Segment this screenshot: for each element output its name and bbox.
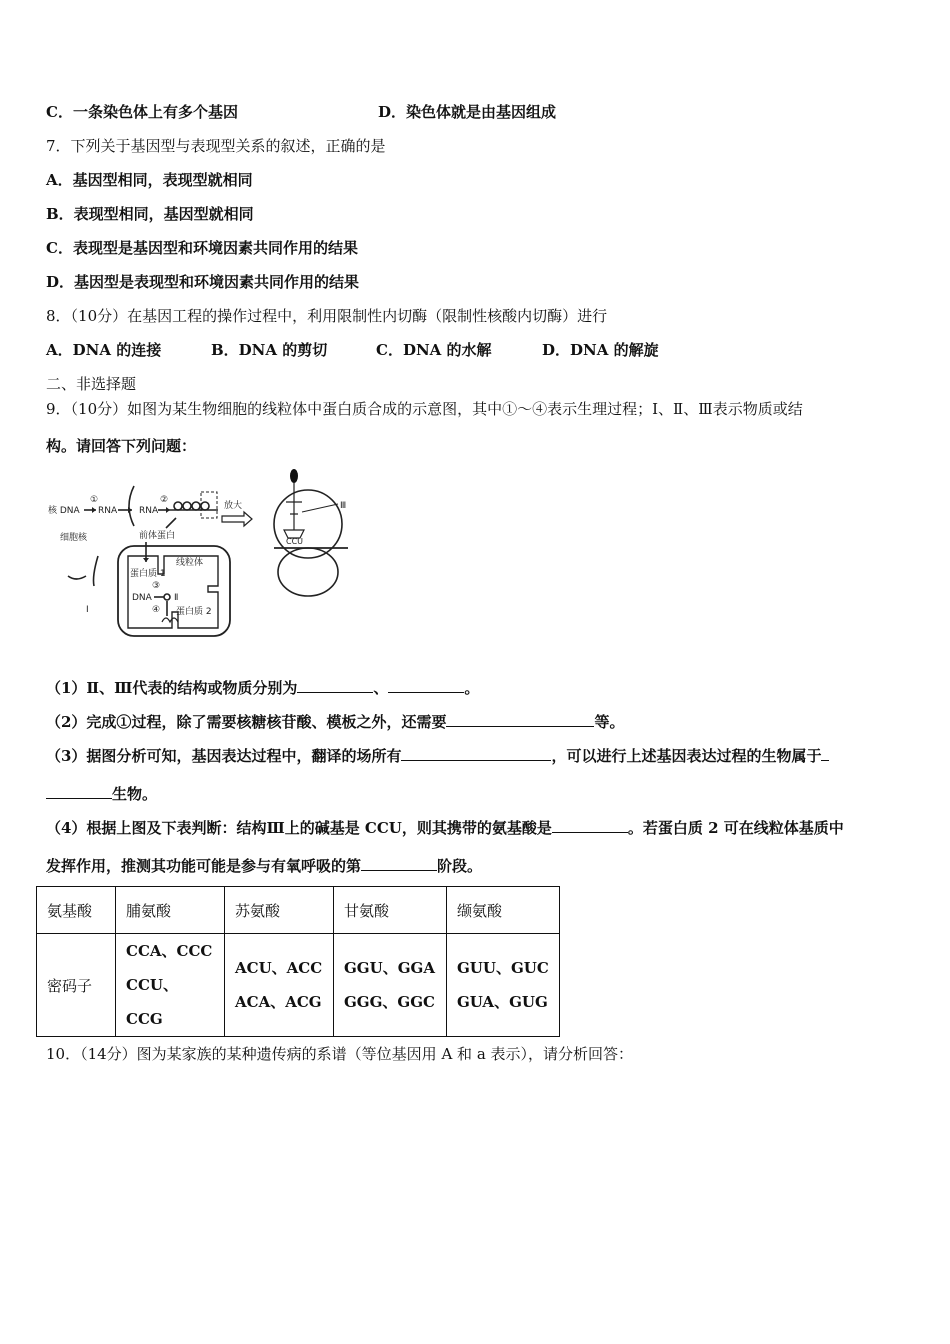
fig-protein2-label: 蛋白质 2 [176,607,212,617]
fig-step-2: ② [160,495,169,505]
fig-precursor-label: 前体蛋白 [139,531,176,541]
fig-label-I: Ⅰ [86,605,89,615]
fig-enlarge-label: 放大 [224,501,243,511]
fig-nuclear-dna-label: 核 DNA [48,506,80,516]
table-cell: CCA、CCC CCU、CCG [116,934,225,1037]
answer-blank[interactable] [388,678,464,693]
answer-blank[interactable] [821,746,829,761]
q6-option-c: C．一条染色体上有多个基因 [46,103,238,121]
fig-mito-label: 线粒体 [176,558,204,568]
table-row [37,934,560,1037]
table-header-cell: 甘氨酸 [334,887,447,934]
fig-label-III: Ⅲ [340,501,347,511]
q9-sub2: （2）完成①过程，除了需要核糖核苷酸、模板之外，还需要 等。 [46,713,625,731]
answer-blank[interactable] [297,678,373,693]
table-header-cell: 脯氨酸 [116,887,225,934]
fig-mito-dna-label: DNA [132,593,152,603]
table-cell: GGU、GGA GGG、GGC [334,934,447,1037]
table-header-cell: 缬氨酸 [447,887,560,934]
fig-ccu-label: CCU [286,537,304,546]
table-row-label: 密码子 [37,934,116,1037]
q10-stem: 10．（14分）图为某家族的某种遗传病的系谱（等位基因用 A 和 a 表示），请分析回答： [46,1045,634,1063]
q8-stem: 8．（10分）在基因工程的操作过程中，利用限制性内切酶（限制性核酸内切酶）进行 [46,307,608,325]
q6-option-d: D．染色体就是由基因组成 [378,103,557,121]
fig-ribosome [174,502,182,510]
q9-sub4-cont: 发挥作用，推测其功能可能是参与有氧呼吸的第 阶段。 [46,857,483,875]
fig-structure-I [68,576,86,579]
q9-sub3: （3）据图分析可知，基因表达过程中，翻译的场所有 ，可以进行上述基因表达过程的生物属于 [46,746,829,766]
fig-nucleus-label: 细胞核 [60,533,88,543]
answer-blank[interactable] [361,856,437,871]
fig-step-1: ① [90,495,99,505]
fig-label-II: Ⅱ [174,593,179,603]
table-header-cell: 氨基酸 [37,887,116,934]
fig-enlarge-arrow [222,512,252,526]
answer-blank[interactable] [401,746,551,761]
answer-blank[interactable] [46,784,112,799]
q9-sub3-cont: 生物。 [46,784,157,804]
q7-option-a: A．基因型相同，表现型就相同 [46,171,253,189]
q9-sub1: （1）Ⅱ、Ⅲ代表的结构或物质分别为 、 。 [46,679,480,697]
q9-stem-line2: 构。请回答下列问题： [46,437,197,455]
q7-option-d: D．基因型是表现型和环境因素共同作用的结果 [46,273,360,291]
fig-protein1-label: 蛋白质 1 [130,569,166,579]
section-title: 二、非选择题 [46,375,137,393]
fig-step-4: ④ [152,605,161,615]
fig-step-3: ③ [152,581,161,591]
q8-option-c: C．DNA 的水解 [376,341,492,359]
fig-mitochondrion-outer [118,546,230,636]
q8-option-a: A．DNA 的连接 [46,341,162,359]
codon-table [36,886,560,1037]
q9-stem-line1: 9．（10分）如图为某生物细胞的线粒体中蛋白质合成的示意图，其中①～④表示生理过程；Ⅰ、Ⅱ、Ⅲ表示物质或结 [46,400,803,418]
q7-stem: 7．下列关于基因型与表现型关系的叙述，正确的是 [46,137,386,155]
q8-option-d: D．DNA 的解旋 [542,341,659,359]
fig-nuclear-membrane [129,486,134,526]
q7-option-b: B．表现型相同，基因型就相同 [46,205,254,223]
q8-option-b: B．DNA 的剪切 [211,341,328,359]
table-cell: ACU、ACC ACA、ACG [225,934,334,1037]
fig-mitochondrion-inner [128,556,218,628]
table-cell: GUU、GUC GUA、GUG [447,934,560,1037]
fig-rna-label-1: RNA [98,506,118,516]
table-header-cell: 苏氨酸 [225,887,334,934]
answer-blank[interactable] [446,712,594,727]
q7-option-c: C．表现型是基因型和环境因素共同作用的结果 [46,239,358,257]
mitochondria-protein-synthesis-figure [46,464,366,644]
fig-rna-label-2: RNA [139,506,159,516]
table-header-row [37,887,560,934]
answer-blank[interactable] [552,818,628,833]
q9-sub4: （4）根据上图及下表判断：结构Ⅲ上的碱基是 CCU，则其携带的氨基酸是 。若蛋白质 2 可在线粒体基质中 [46,819,844,837]
